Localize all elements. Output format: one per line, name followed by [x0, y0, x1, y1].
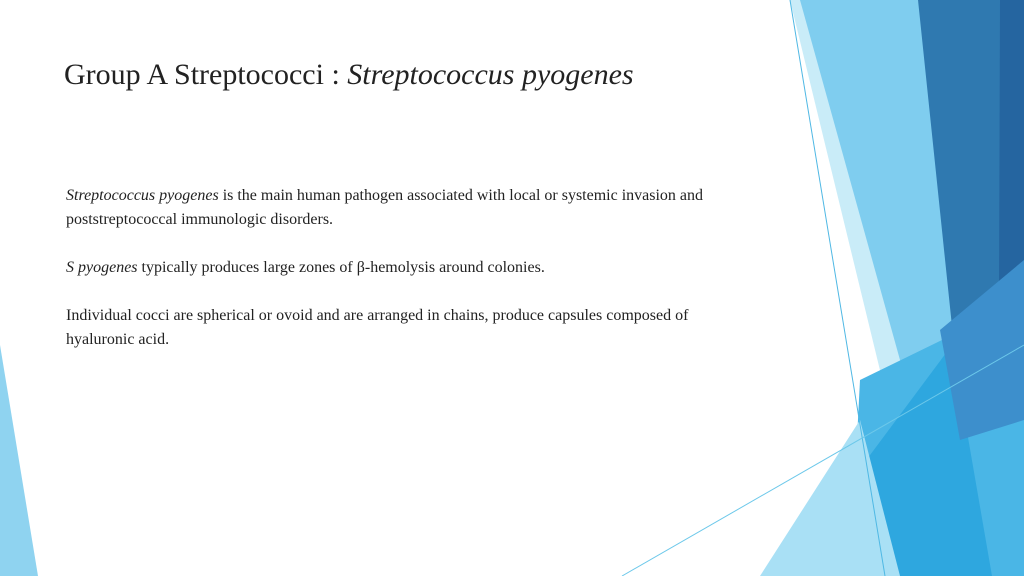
- paragraph-1-italic: Streptococcus pyogenes: [66, 187, 219, 204]
- title-main: Group A Streptococci :: [64, 58, 348, 91]
- paragraph-2-italic: S pyogenes: [66, 259, 138, 276]
- slide-body: [66, 184, 746, 376]
- paragraph-1-text: is the main human pathogen associated with local or systemic invasion and poststreptococcal immunologic disorders.: [66, 187, 704, 228]
- paragraph-3: [66, 304, 746, 352]
- title-italic: Streptococcus pyogenes: [347, 58, 634, 91]
- slide-title: [64, 58, 634, 92]
- left-edge-shape: [0, 345, 38, 576]
- paragraph-2-text: typically produces large zones of β-hemolysis around colonies.: [137, 259, 545, 276]
- paragraph-3-text: Individual cocci are spherical or ovoid and are arranged in chains, produce capsules composed of hyaluronic acid.: [66, 307, 689, 348]
- paragraph-1: [66, 184, 746, 232]
- paragraph-2: [66, 256, 746, 280]
